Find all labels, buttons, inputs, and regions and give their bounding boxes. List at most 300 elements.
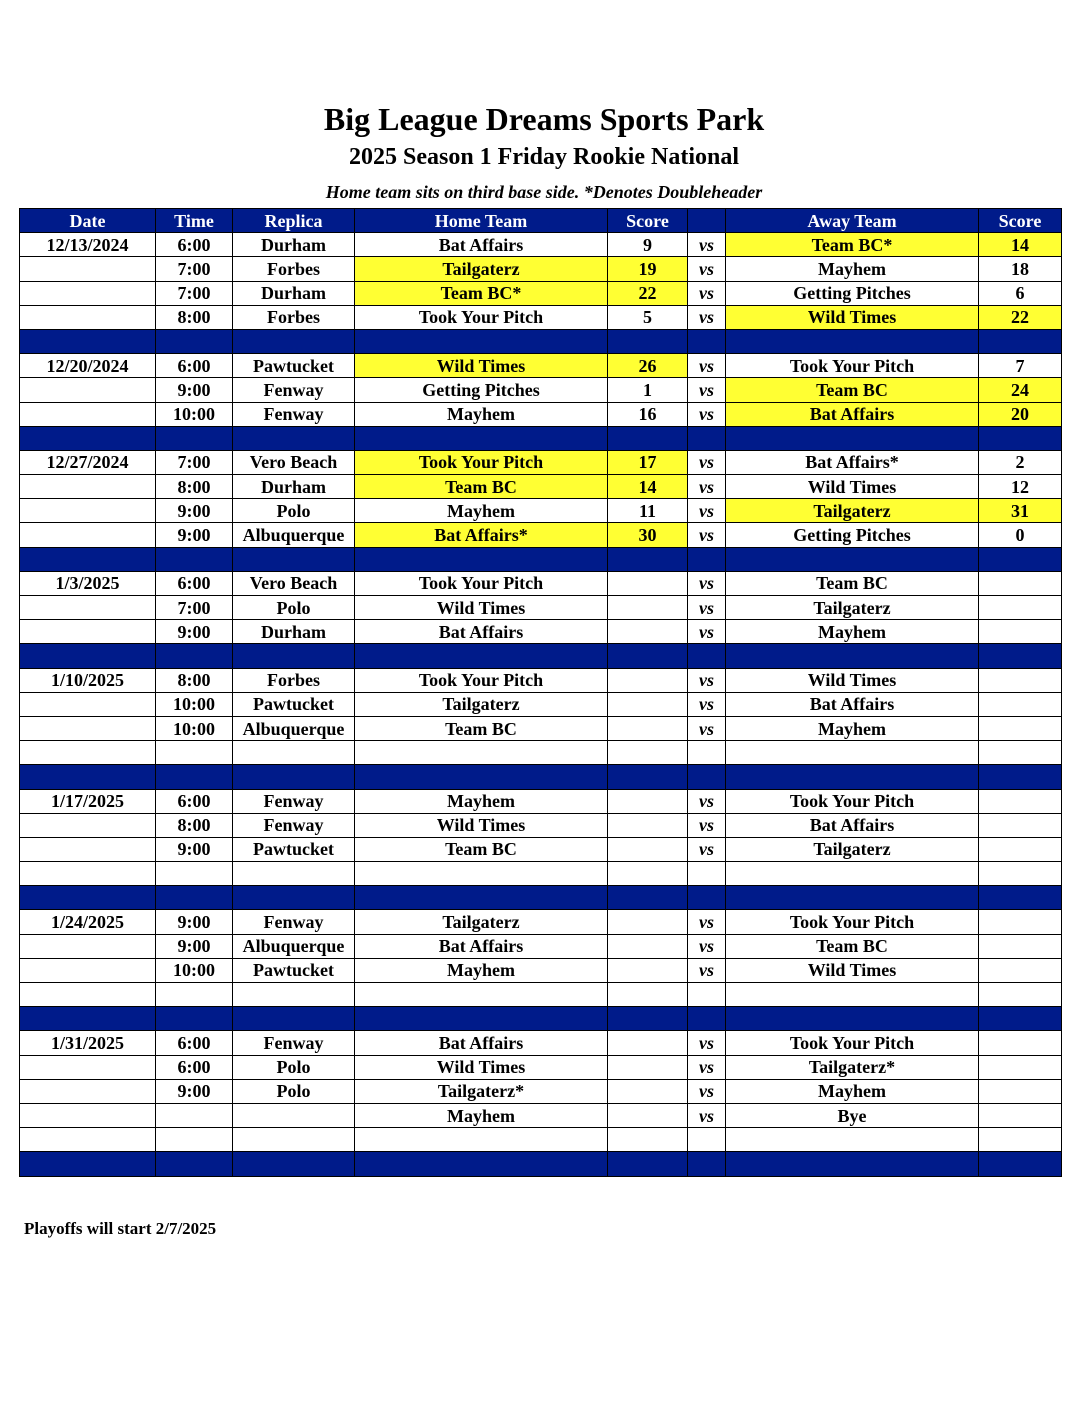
separator-cell (979, 329, 1062, 353)
date-cell (20, 716, 156, 740)
separator-cell (156, 765, 233, 789)
home-team-cell: Bat Affairs (355, 620, 608, 644)
col-header-home-score: Score (608, 209, 688, 233)
replica-cell: Pawtucket (233, 958, 355, 982)
replica-cell (233, 1128, 355, 1152)
away-score-cell (979, 716, 1062, 740)
home-score-cell (608, 1079, 688, 1103)
home-score-cell (608, 1103, 688, 1127)
date-cell (20, 281, 156, 305)
date-cell: 12/13/2024 (20, 233, 156, 257)
replica-cell: Pawtucket (233, 837, 355, 861)
separator-cell (688, 547, 726, 571)
vs-cell: vs (688, 523, 726, 547)
away-score-cell (979, 1031, 1062, 1055)
home-team-cell: Tailgaterz (355, 692, 608, 716)
replica-cell (233, 1103, 355, 1127)
game-row (20, 934, 1062, 958)
home-score-cell (608, 716, 688, 740)
vs-cell: vs (688, 450, 726, 474)
game-row (20, 257, 1062, 281)
time-cell: 6:00 (156, 571, 233, 595)
separator-cell (726, 547, 979, 571)
away-score-cell (979, 596, 1062, 620)
vs-cell: vs (688, 257, 726, 281)
date-cell (20, 402, 156, 426)
separator-cell (156, 644, 233, 668)
separator-cell (726, 426, 979, 450)
time-cell: 9:00 (156, 837, 233, 861)
home-team-cell: Mayhem (355, 789, 608, 813)
separator-cell (20, 426, 156, 450)
separator-cell (355, 1152, 608, 1176)
away-score-cell: 2 (979, 450, 1062, 474)
home-score-cell: 5 (608, 305, 688, 329)
schedule-body (20, 233, 1062, 1176)
away-team-cell: Team BC (726, 571, 979, 595)
separator-cell (156, 886, 233, 910)
home-team-cell: Mayhem (355, 499, 608, 523)
away-team-cell: Bat Affairs (726, 402, 979, 426)
game-row (20, 305, 1062, 329)
time-cell: 9:00 (156, 499, 233, 523)
vs-cell: vs (688, 620, 726, 644)
separator-cell (726, 329, 979, 353)
vs-cell: vs (688, 499, 726, 523)
separator-cell (726, 765, 979, 789)
replica-cell: Vero Beach (233, 571, 355, 595)
separator-row (20, 1007, 1062, 1031)
separator-row (20, 644, 1062, 668)
separator-cell (20, 644, 156, 668)
time-cell: 8:00 (156, 668, 233, 692)
time-cell: 10:00 (156, 402, 233, 426)
home-score-cell (608, 789, 688, 813)
replica-cell: Polo (233, 596, 355, 620)
home-team-cell: Team BC* (355, 281, 608, 305)
separator-cell (233, 1152, 355, 1176)
home-score-cell (608, 620, 688, 644)
home-team-cell: Team BC (355, 716, 608, 740)
separator-cell (608, 329, 688, 353)
page-subtitle: 2025 Season 1 Friday Rookie National (348, 144, 740, 170)
home-score-cell: 16 (608, 402, 688, 426)
away-team-cell: Mayhem (726, 1079, 979, 1103)
home-score-cell: 11 (608, 499, 688, 523)
separator-row (20, 329, 1062, 353)
separator-cell (726, 886, 979, 910)
playoffs-note: Playoffs will start 2/7/2025 (24, 1219, 217, 1238)
vs-cell: vs (688, 1055, 726, 1079)
separator-cell (608, 765, 688, 789)
time-cell (156, 862, 233, 886)
separator-cell (979, 547, 1062, 571)
home-score-cell (608, 1031, 688, 1055)
game-row (20, 523, 1062, 547)
time-cell: 9:00 (156, 1079, 233, 1103)
separator-cell (979, 765, 1062, 789)
home-score-cell: 14 (608, 475, 688, 499)
away-team-cell: Mayhem (726, 716, 979, 740)
separator-cell (233, 765, 355, 789)
away-score-cell (979, 1055, 1062, 1079)
away-score-cell: 0 (979, 523, 1062, 547)
home-score-cell (608, 571, 688, 595)
away-score-cell (979, 789, 1062, 813)
date-cell: 1/3/2025 (20, 571, 156, 595)
page-title: Big League Dreams Sports Park (323, 101, 765, 137)
home-score-cell (608, 692, 688, 716)
time-cell: 6:00 (156, 1055, 233, 1079)
separator-cell (156, 1152, 233, 1176)
date-cell (20, 741, 156, 765)
vs-cell: vs (688, 1103, 726, 1127)
replica-cell: Albuquerque (233, 716, 355, 740)
vs-cell (688, 1128, 726, 1152)
col-header-date: Date (20, 209, 156, 233)
away-score-cell (979, 837, 1062, 861)
time-cell: 10:00 (156, 958, 233, 982)
game-row (20, 620, 1062, 644)
home-team-cell: Wild Times (355, 596, 608, 620)
game-row (20, 692, 1062, 716)
home-team-cell: Team BC (355, 837, 608, 861)
date-cell (20, 1055, 156, 1079)
home-team-cell: Bat Affairs (355, 934, 608, 958)
home-team-cell (355, 741, 608, 765)
date-cell: 1/24/2025 (20, 910, 156, 934)
time-cell: 9:00 (156, 378, 233, 402)
away-team-cell (726, 1128, 979, 1152)
time-cell: 7:00 (156, 596, 233, 620)
vs-cell (688, 862, 726, 886)
home-team-cell: Tailgaterz (355, 257, 608, 281)
game-row (20, 983, 1062, 1007)
replica-cell: Durham (233, 233, 355, 257)
time-cell: 10:00 (156, 716, 233, 740)
vs-cell: vs (688, 354, 726, 378)
time-cell: 8:00 (156, 305, 233, 329)
away-score-cell (979, 1079, 1062, 1103)
away-score-cell (979, 692, 1062, 716)
home-team-cell: Bat Affairs (355, 1031, 608, 1055)
away-score-cell: 24 (979, 378, 1062, 402)
separator-row (20, 547, 1062, 571)
date-cell (20, 523, 156, 547)
date-cell (20, 837, 156, 861)
home-team-cell: Took Your Pitch (355, 668, 608, 692)
replica-cell: Polo (233, 1079, 355, 1103)
vs-cell: vs (688, 789, 726, 813)
separator-cell (979, 886, 1062, 910)
away-score-cell (979, 862, 1062, 886)
home-score-cell: 9 (608, 233, 688, 257)
separator-cell (979, 426, 1062, 450)
home-team-cell: Tailgaterz (355, 910, 608, 934)
away-team-cell: Bat Affairs* (726, 450, 979, 474)
date-cell (20, 958, 156, 982)
home-score-cell (608, 934, 688, 958)
separator-cell (608, 1007, 688, 1031)
vs-cell: vs (688, 1079, 726, 1103)
away-score-cell: 12 (979, 475, 1062, 499)
separator-cell (979, 644, 1062, 668)
game-row (20, 1103, 1062, 1127)
separator-cell (355, 886, 608, 910)
away-team-cell: Tailgaterz* (726, 1055, 979, 1079)
date-cell (20, 499, 156, 523)
time-cell: 9:00 (156, 620, 233, 644)
home-score-cell (608, 741, 688, 765)
replica-cell: Fenway (233, 789, 355, 813)
away-score-cell (979, 571, 1062, 595)
separator-cell (355, 547, 608, 571)
away-team-cell: Took Your Pitch (726, 910, 979, 934)
col-header-away-score: Score (979, 209, 1062, 233)
game-row (20, 1128, 1062, 1152)
game-row (20, 668, 1062, 692)
vs-cell: vs (688, 571, 726, 595)
away-team-cell: Wild Times (726, 668, 979, 692)
date-cell (20, 862, 156, 886)
time-cell: 7:00 (156, 450, 233, 474)
home-score-cell (608, 668, 688, 692)
away-team-cell: Bye (726, 1103, 979, 1127)
separator-cell (979, 1152, 1062, 1176)
time-cell: 9:00 (156, 910, 233, 934)
vs-cell: vs (688, 716, 726, 740)
away-score-cell (979, 934, 1062, 958)
replica-cell: Durham (233, 475, 355, 499)
game-row (20, 450, 1062, 474)
away-team-cell: Wild Times (726, 958, 979, 982)
date-cell: 1/10/2025 (20, 668, 156, 692)
game-row (20, 596, 1062, 620)
time-cell: 7:00 (156, 257, 233, 281)
separator-cell (726, 644, 979, 668)
separator-cell (20, 1007, 156, 1031)
replica-cell: Vero Beach (233, 450, 355, 474)
home-score-cell: 1 (608, 378, 688, 402)
separator-cell (726, 1152, 979, 1176)
date-cell (20, 983, 156, 1007)
date-cell (20, 934, 156, 958)
date-cell: 12/27/2024 (20, 450, 156, 474)
vs-cell: vs (688, 305, 726, 329)
vs-cell: vs (688, 910, 726, 934)
away-team-cell: Took Your Pitch (726, 1031, 979, 1055)
game-row (20, 837, 1062, 861)
time-cell: 8:00 (156, 813, 233, 837)
away-score-cell (979, 1103, 1062, 1127)
separator-cell (233, 644, 355, 668)
away-score-cell: 22 (979, 305, 1062, 329)
game-row (20, 741, 1062, 765)
separator-cell (688, 765, 726, 789)
away-team-cell: Took Your Pitch (726, 354, 979, 378)
schedule-table (19, 208, 1062, 1177)
away-team-cell: Wild Times (726, 305, 979, 329)
separator-cell (355, 644, 608, 668)
vs-cell: vs (688, 475, 726, 499)
away-team-cell (726, 741, 979, 765)
vs-cell: vs (688, 958, 726, 982)
game-row (20, 716, 1062, 740)
replica-cell: Fenway (233, 910, 355, 934)
vs-cell (688, 983, 726, 1007)
vs-cell: vs (688, 692, 726, 716)
separator-row (20, 426, 1062, 450)
away-score-cell: 7 (979, 354, 1062, 378)
date-cell (20, 1079, 156, 1103)
replica-cell: Fenway (233, 813, 355, 837)
date-cell (20, 596, 156, 620)
home-team-cell: Bat Affairs (355, 233, 608, 257)
date-cell (20, 620, 156, 644)
separator-cell (688, 1152, 726, 1176)
home-score-cell (608, 596, 688, 620)
time-cell: 6:00 (156, 354, 233, 378)
replica-cell: Durham (233, 620, 355, 644)
home-score-cell: 22 (608, 281, 688, 305)
separator-cell (156, 1007, 233, 1031)
vs-cell: vs (688, 934, 726, 958)
vs-cell (688, 741, 726, 765)
game-row (20, 378, 1062, 402)
away-score-cell (979, 983, 1062, 1007)
date-cell: 12/20/2024 (20, 354, 156, 378)
replica-cell (233, 741, 355, 765)
vs-cell: vs (688, 378, 726, 402)
time-cell (156, 1103, 233, 1127)
game-row (20, 354, 1062, 378)
home-score-cell: 19 (608, 257, 688, 281)
time-cell: 6:00 (156, 789, 233, 813)
replica-cell: Polo (233, 499, 355, 523)
home-score-cell (608, 983, 688, 1007)
separator-cell (233, 1007, 355, 1031)
away-score-cell: 6 (979, 281, 1062, 305)
time-cell: 7:00 (156, 281, 233, 305)
separator-row (20, 765, 1062, 789)
time-cell: 10:00 (156, 692, 233, 716)
time-cell: 6:00 (156, 233, 233, 257)
home-team-cell: Mayhem (355, 1103, 608, 1127)
home-team-cell (355, 1128, 608, 1152)
date-cell: 1/17/2025 (20, 789, 156, 813)
game-row (20, 1055, 1062, 1079)
separator-cell (355, 329, 608, 353)
date-cell (20, 305, 156, 329)
home-team-cell: Wild Times (355, 813, 608, 837)
replica-cell: Forbes (233, 668, 355, 692)
home-score-cell: 17 (608, 450, 688, 474)
separator-cell (20, 765, 156, 789)
separator-cell (20, 886, 156, 910)
home-team-cell: Wild Times (355, 1055, 608, 1079)
game-row (20, 910, 1062, 934)
away-score-cell (979, 620, 1062, 644)
game-row (20, 958, 1062, 982)
away-score-cell: 31 (979, 499, 1062, 523)
separator-cell (608, 426, 688, 450)
game-row (20, 1079, 1062, 1103)
date-cell (20, 1128, 156, 1152)
separator-cell (355, 1007, 608, 1031)
separator-cell (979, 1007, 1062, 1031)
away-score-cell (979, 958, 1062, 982)
away-team-cell: Tailgaterz (726, 499, 979, 523)
replica-cell (233, 983, 355, 1007)
separator-row (20, 886, 1062, 910)
separator-cell (20, 1152, 156, 1176)
home-score-cell (608, 1128, 688, 1152)
game-row (20, 475, 1062, 499)
date-cell (20, 692, 156, 716)
replica-cell: Forbes (233, 305, 355, 329)
game-row (20, 233, 1062, 257)
separator-cell (608, 886, 688, 910)
separator-cell (688, 886, 726, 910)
vs-cell: vs (688, 281, 726, 305)
game-row (20, 499, 1062, 523)
game-row (20, 571, 1062, 595)
away-team-cell: Bat Affairs (726, 813, 979, 837)
away-team-cell: Took Your Pitch (726, 789, 979, 813)
game-row (20, 1031, 1062, 1055)
separator-cell (355, 765, 608, 789)
away-score-cell: 20 (979, 402, 1062, 426)
date-cell: 1/31/2025 (20, 1031, 156, 1055)
separator-cell (688, 644, 726, 668)
home-team-cell: Getting Pitches (355, 378, 608, 402)
home-team-cell (355, 862, 608, 886)
replica-cell: Forbes (233, 257, 355, 281)
separator-cell (355, 426, 608, 450)
home-score-cell (608, 958, 688, 982)
replica-cell: Albuquerque (233, 523, 355, 547)
home-score-cell: 26 (608, 354, 688, 378)
home-team-cell: Mayhem (355, 958, 608, 982)
time-cell: 9:00 (156, 934, 233, 958)
away-team-cell: Mayhem (726, 257, 979, 281)
date-cell (20, 257, 156, 281)
separator-cell (608, 644, 688, 668)
separator-cell (233, 426, 355, 450)
vs-cell: vs (688, 668, 726, 692)
game-row (20, 789, 1062, 813)
col-header-away-team: Away Team (726, 209, 979, 233)
vs-cell: vs (688, 1031, 726, 1055)
home-team-cell: Team BC (355, 475, 608, 499)
separator-row (20, 1152, 1062, 1176)
time-cell: 9:00 (156, 523, 233, 547)
doubleheader-note: Home team sits on third base side. *Denotes Doubleheader (325, 182, 763, 202)
separator-cell (608, 1152, 688, 1176)
home-team-cell: Took Your Pitch (355, 571, 608, 595)
replica-cell: Fenway (233, 402, 355, 426)
replica-cell (233, 862, 355, 886)
date-cell (20, 1103, 156, 1127)
away-score-cell (979, 1128, 1062, 1152)
home-team-cell: Took Your Pitch (355, 450, 608, 474)
away-team-cell: Tailgaterz (726, 596, 979, 620)
col-header-home-team: Home Team (355, 209, 608, 233)
separator-cell (726, 1007, 979, 1031)
separator-cell (156, 426, 233, 450)
time-cell: 6:00 (156, 1031, 233, 1055)
separator-cell (20, 547, 156, 571)
